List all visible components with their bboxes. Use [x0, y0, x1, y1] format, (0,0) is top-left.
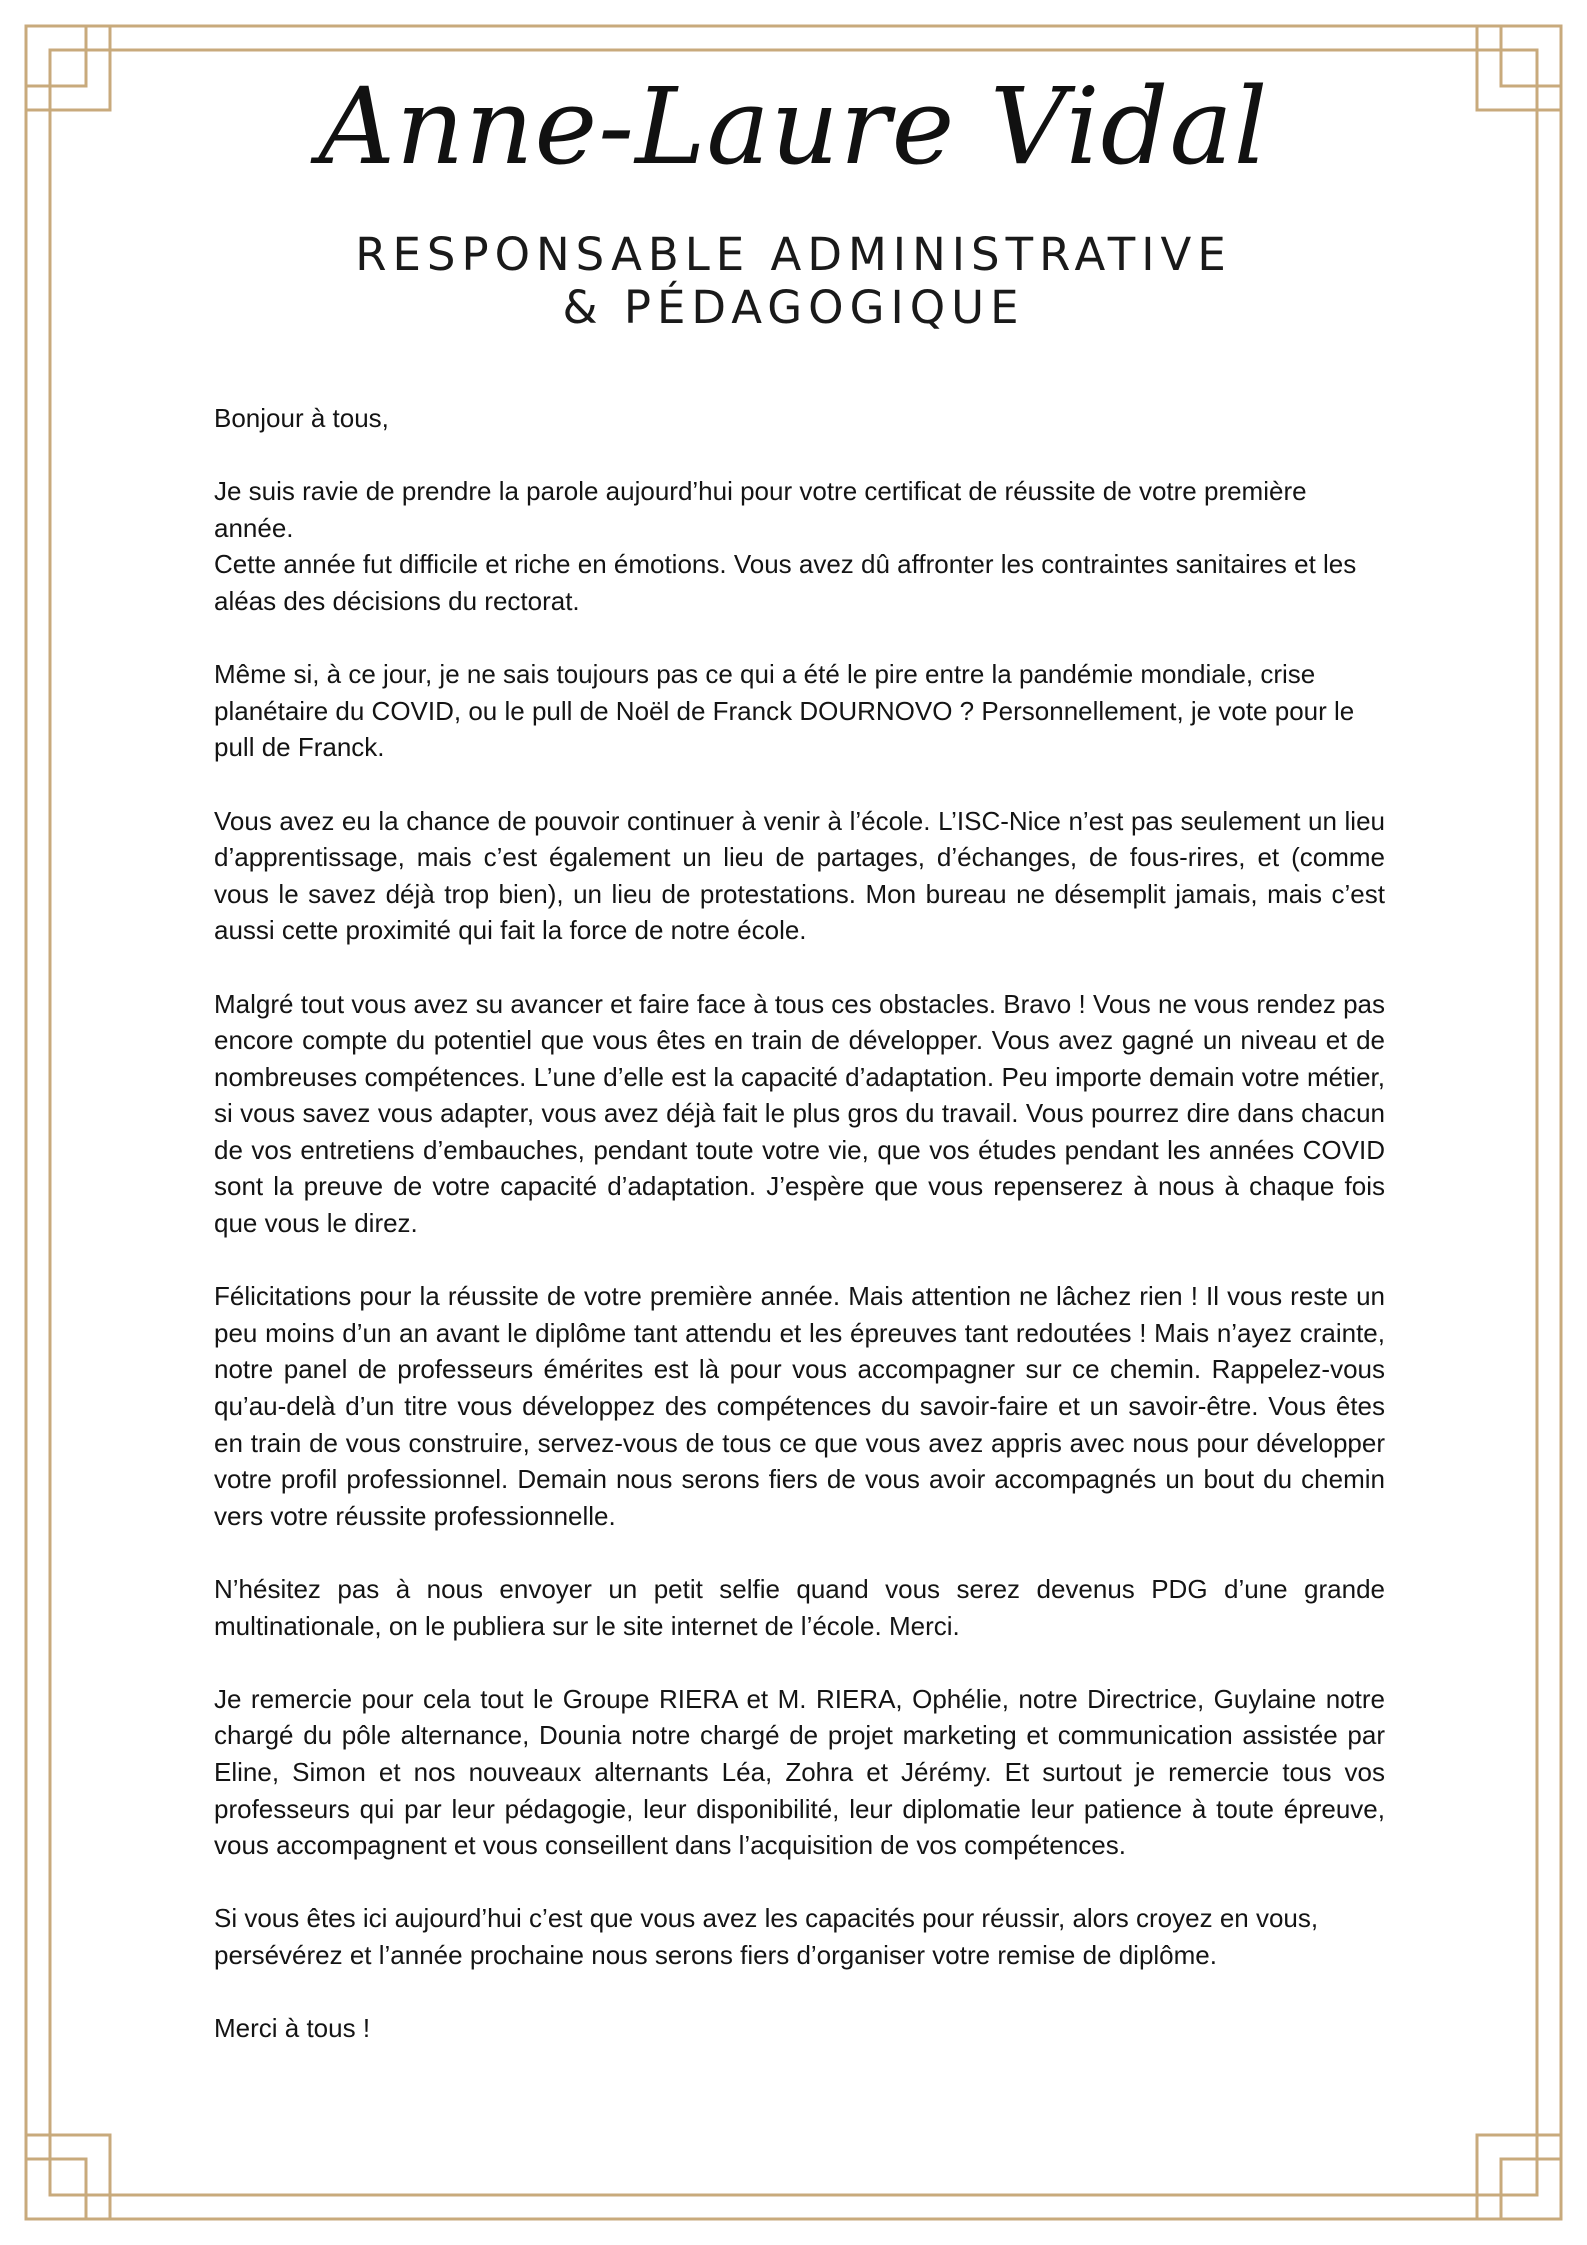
- letter-greeting: Bonjour à tous,: [214, 403, 389, 433]
- author-role-title: [0, 228, 1587, 334]
- role-line-1: RESPONSABLE ADMINISTRATIVE: [355, 228, 1232, 281]
- letter-paragraph-7: Je remercie pour cela tout le Groupe RIERA et M. RIERA, Ophélie, notre Directrice, Guylaine notre chargé du pôle alternance, Dounia notre chargé de projet marketing et communication assistée par Eline, Simon et nos nouveaux alternants Léa, Zohra et Jérémy. Et surtout je remercie tous vos professeurs qui par leur pédagogie, leur disponibilité, leur diplomatie leur patience à toute épreuve, vous accompagnent et vous conseillent dans l’acquisition de vos compétences.: [214, 1683, 1385, 1861]
- author-name-signature: Anne-Laure Vidal: [318, 65, 1269, 188]
- letter-body: [214, 400, 1385, 2083]
- corner-ornament-bottom-left: [26, 2091, 154, 2219]
- paragraph-1-sentence-1: Je suis ravie de prendre la parole aujourd’hui pour votre certificat de réussite de votre première année.: [214, 476, 1307, 543]
- letter-paragraph-4: Malgré tout vous avez su avancer et faire face à tous ces obstacles. Bravo ! Vous ne vous rendez pas encore compte du potentiel que vous êtes en train de développer. Vous avez gagné un niveau et de nombreuses compétences. L’une d’elle est la capacité d’adaptation. Peu importe demain votre métier, si vous savez vous adapter, vous avez déjà fait le plus gros du travail. Vous pourrez dire dans chacun de vos entretiens d’embauches, pendant toute votre vie, que vos études pendant les années COVID sont la preuve de votre capacité d’adaptation. J’espère que vous repenserez à nous à chaque fois que vous le direz.: [214, 988, 1385, 1239]
- letter-paragraph-5: Félicitations pour la réussite de votre première année. Mais attention ne lâchez rien ! Il vous reste un peu moins d’un an avant le diplôme tant attendu et les épreuves tant redoutées ! Mais n’ayez crainte, notre panel de professeurs émérites est là pour vous accompagner sur ce chemin. Rappelez-vous qu’au-delà d’un titre vous développez des compétences du savoir-faire et un savoir-être. Vous êtes en train de vous construire, servez-vous de tous ce que vous avez appris avec nous pour développer votre profil professionnel. Demain nous serons fiers de vous avoir accompagnés un bout du chemin vers votre réussite professionnelle.: [214, 1281, 1385, 1531]
- letter-paragraph-2: Même si, à ce jour, je ne sais toujours pas ce qui a été le pire entre la pandémie mondiale, crise planétaire du COVID, ou le pull de Noël de Franck DOURNOVO ? Personnellement, je vote pour le pull de Franck.: [214, 659, 1355, 763]
- corner-ornament-bottom-right: [1433, 2091, 1561, 2219]
- role-line-2: & PÉDAGOGIQUE: [562, 281, 1025, 334]
- letter-paragraph-8: Si vous êtes ici aujourd’hui c’est que vous avez les capacités pour réussir, alors croyez en vous, persévérez et l’année prochaine nous serons fiers d’organiser votre remise de diplôme.: [214, 1903, 1319, 1970]
- letter-paragraph-1: [214, 473, 1385, 619]
- letter-paragraph-3: Vous avez eu la chance de pouvoir continuer à venir à l’école. L’ISC-Nice n’est pas seulement un lieu d’apprentissage, mais c’est également un lieu de partages, d’échanges, de fous-rires, et (comme vous le savez déjà trop bien), un lieu de protestations. Mon bureau ne désemplit jamais, mais c’est aussi cette proximité qui fait la force de notre école.: [214, 805, 1385, 946]
- letter-closing: Merci à tous !: [214, 2013, 371, 2044]
- paragraph-1-sentence-2: Cette année fut difficile et riche en émotions. Vous avez dû affronter les contraintes sanitaires et les aléas des décisions du rectorat.: [214, 549, 1357, 616]
- letter-paragraph-6: N’hésitez pas à nous envoyer un petit selfie quand vous serez devenus PDG d’une grande multinationale, on le publiera sur le site internet de l’école. Merci.: [214, 1574, 1385, 1641]
